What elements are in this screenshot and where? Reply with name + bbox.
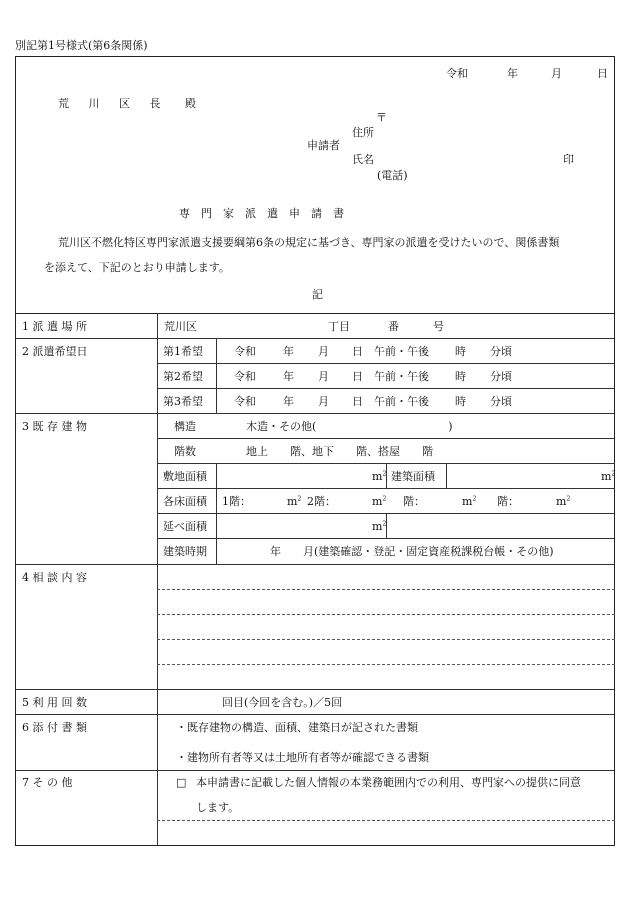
choice-era[interactable]: 令和 — [234, 395, 256, 408]
choice-hour[interactable]: 時 — [455, 395, 466, 408]
choice-month[interactable]: 月 — [318, 395, 329, 408]
dashed-rule — [157, 820, 615, 821]
choice-min[interactable]: 分頃 — [490, 395, 512, 408]
choice-day[interactable]: 日 — [352, 395, 363, 408]
choice-hour[interactable]: 時 — [455, 345, 466, 358]
row-rule — [157, 438, 615, 439]
row-rule — [157, 363, 615, 364]
total-area-label: 延べ面積 — [163, 520, 207, 533]
row-rule — [15, 714, 615, 715]
choice-era[interactable]: 令和 — [234, 345, 256, 358]
place-go[interactable]: 号 — [433, 320, 444, 333]
choice-ampm[interactable]: 午前・午後 — [374, 345, 429, 358]
choice-label: 第2希望 — [163, 370, 203, 383]
site-area-label: 敷地面積 — [163, 470, 207, 483]
row-rule — [157, 488, 615, 489]
usage-label: 5 利 用 回 数 — [22, 696, 87, 709]
choice-era[interactable]: 令和 — [234, 370, 256, 383]
col-rule — [446, 463, 447, 488]
dates-label: 2 派遣希望日 — [22, 345, 88, 358]
date-day[interactable]: 日 — [597, 67, 608, 80]
floor-area-label: 各床面積 — [163, 495, 207, 508]
body-line-1: 荒川区不燃化特区専門家派遣支援要綱第6条の規定に基づき、専門家の派遣を受けたいので、関係書類 — [58, 236, 560, 249]
choice-min[interactable]: 分頃 — [490, 370, 512, 383]
choice-hour[interactable]: 時 — [455, 370, 466, 383]
phone-label: (電話) — [377, 169, 408, 182]
place-chome[interactable]: 丁目 — [328, 320, 350, 333]
row-rule — [157, 538, 615, 539]
table-top-rule — [15, 313, 615, 314]
row-rule — [15, 338, 615, 339]
building-area-unit[interactable]: $m^2$ — [601, 470, 616, 483]
form-id: 別記第1号様式(第6条関係) — [15, 39, 148, 52]
row-rule — [157, 388, 615, 389]
other-label: 7 そ の 他 — [22, 776, 73, 789]
choice-ampm[interactable]: 午前・午後 — [374, 395, 429, 408]
site-area-unit[interactable]: $m^2$ — [372, 470, 387, 483]
consult-input[interactable] — [158, 565, 614, 688]
floor2-label: 2階： — [307, 495, 336, 508]
date-era[interactable]: 令和 — [446, 67, 468, 80]
choice-month[interactable]: 月 — [318, 370, 329, 383]
built-value[interactable]: 年 月(建築確認・登記・固定資産税課税台帳・その他) — [270, 545, 554, 558]
floor4-label: 階： — [497, 495, 519, 508]
floors-label: 階数 — [174, 445, 196, 458]
row-rule — [15, 689, 615, 690]
total-area-unit[interactable]: $m^2$ — [372, 520, 387, 533]
col-rule — [216, 338, 217, 413]
building-area-label: 建築面積 — [391, 470, 435, 483]
applicant-label: 申請者 — [307, 139, 340, 152]
attach-item-1: ・既存建物の構造、面積、建築日が記された書類 — [176, 721, 418, 734]
choice-year[interactable]: 年 — [283, 395, 294, 408]
col-rule — [216, 463, 217, 564]
attach-label: 6 添 付 書 類 — [22, 721, 87, 734]
choice-month[interactable]: 月 — [318, 345, 329, 358]
floor1-unit[interactable]: $m^2$ — [287, 495, 302, 508]
choice-day[interactable]: 日 — [352, 345, 363, 358]
ki-mark: 記 — [312, 288, 323, 301]
choice-label: 第1希望 — [163, 345, 203, 358]
floor1-label: 1階： — [222, 495, 251, 508]
consult-label: 4 相 談 内 容 — [22, 571, 87, 584]
address-label: 住所 — [352, 126, 374, 139]
date-year[interactable]: 年 — [507, 67, 518, 80]
seal-mark: 印 — [563, 153, 574, 166]
attach-item-2: ・建物所有者等又は土地所有者等が確認できる書類 — [176, 751, 429, 764]
structure-label: 構造 — [174, 420, 196, 433]
floor3-unit[interactable]: $m^2$ — [462, 495, 477, 508]
consent-checkbox[interactable]: □ — [176, 776, 187, 789]
place-ward[interactable]: 荒川区 — [164, 320, 197, 333]
date-month[interactable]: 月 — [551, 67, 562, 80]
floor4-unit[interactable]: $m^2$ — [556, 495, 571, 508]
floor3-label: 階： — [403, 495, 425, 508]
addressee-name: 荒 川 区 長 — [58, 97, 169, 110]
row-rule — [15, 770, 615, 771]
choice-ampm[interactable]: 午前・午後 — [374, 370, 429, 383]
place-label: 1 派 遣 場 所 — [22, 320, 87, 333]
built-label: 建築時期 — [163, 545, 207, 558]
body-line-2: を添えて、下記のとおり申請します。 — [44, 261, 230, 274]
consent-line-2: します。 — [196, 801, 240, 814]
addressee-honorific: 殿 — [185, 97, 196, 110]
place-ban[interactable]: 番 — [388, 320, 399, 333]
floor2-unit[interactable]: $m^2$ — [372, 495, 387, 508]
consent-line-1: 本申請書に記載した個人情報の本業務範囲内での利用、専門家への提供に同意 — [196, 776, 581, 789]
name-label: 氏名 — [352, 153, 374, 166]
building-label: 3 既 存 建 物 — [22, 420, 87, 433]
choice-min[interactable]: 分頃 — [490, 345, 512, 358]
choice-year[interactable]: 年 — [283, 345, 294, 358]
choice-day[interactable]: 日 — [352, 370, 363, 383]
choice-label: 第3希望 — [163, 395, 203, 408]
structure-value[interactable]: 木造・その他( ) — [246, 420, 453, 433]
floors-value[interactable]: 地上 階、地下 階、搭屋 階 — [246, 445, 433, 458]
choice-year[interactable]: 年 — [283, 370, 294, 383]
postal-mark[interactable]: 〒 — [376, 111, 387, 124]
usage-value[interactable]: 回目(今回を含む。)／5回 — [222, 696, 343, 709]
row-rule — [15, 413, 615, 414]
document-title: 専 門 家 派 遣 申 請 書 — [179, 207, 344, 220]
